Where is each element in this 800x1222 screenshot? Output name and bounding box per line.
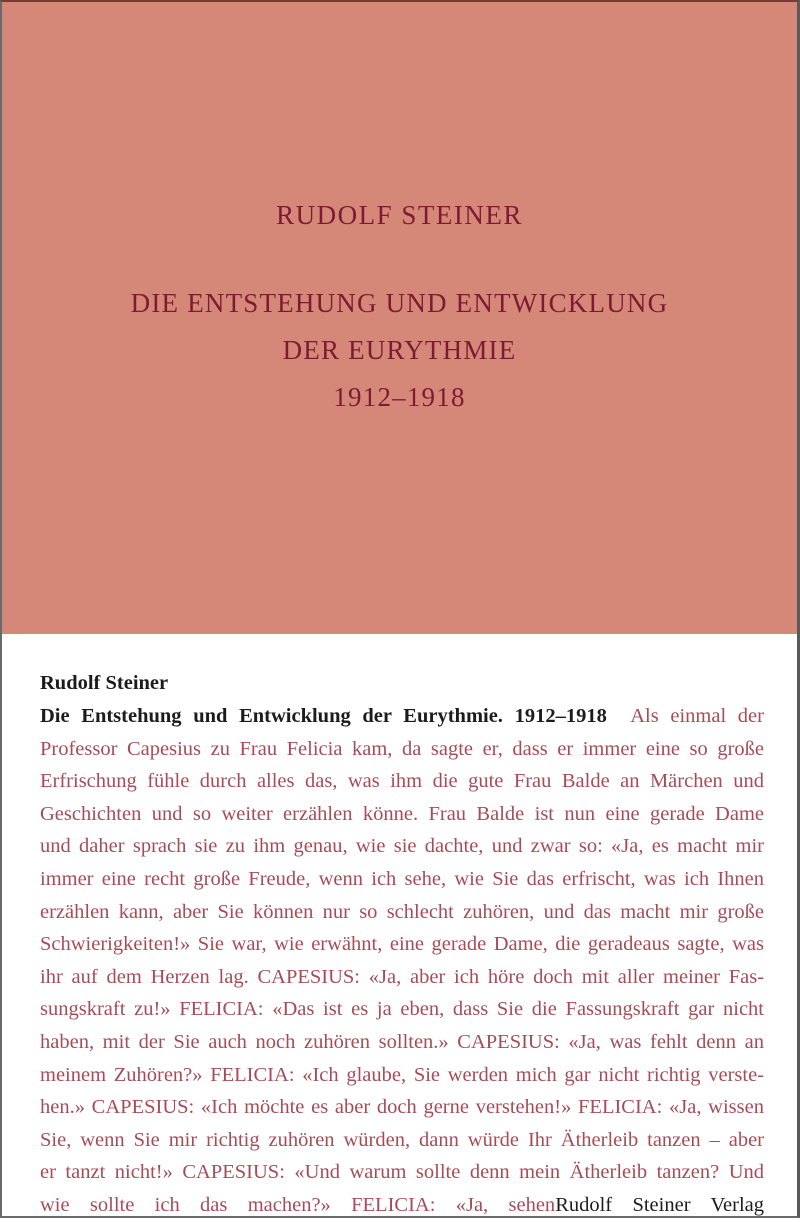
cover-color-panel: [2, 2, 797, 634]
blurb-line: meinem Zuhören?» FELICIA: «Ich glaube, Sie werden mich gar nicht richtig verste-: [40, 1063, 764, 1086]
cover-author: RUDOLF STEINER: [276, 200, 523, 230]
blurb-line: Professor Capesius zu Frau Felicia kam, da sagte er, dass er immer eine so große: [40, 737, 764, 760]
blurb-line: Erfrischung fühle durch alles das, was ihm die gute Frau Balde an Märchen und: [40, 770, 764, 793]
blurb-line: erzählen kann, aber Sie können nur so schlecht zuhören, und das macht mir große: [40, 900, 764, 923]
blurb-book-title: Die Entstehung und Entwicklung der Eurythmie. 1912–1918: [40, 705, 607, 727]
blurb-line: ihr auf dem Herzen lag. CAPESIUS: «Ja, aber ich höre doch mit aller meiner Fas-: [40, 965, 764, 988]
publisher: Rudolf Steiner Verlag: [555, 1193, 764, 1216]
blurb-line: Sie, wenn Sie mir richtig zuhören würden, dann würde Ihr Ätherleib tanzen – aber: [40, 1128, 764, 1151]
blurb-line: sungskraft zu!» FELICIA: «Das ist es ja eben, dass Sie die Fassungskraft gar nicht: [40, 998, 764, 1021]
blurb-line: er tanzt nicht!» CAPESIUS: «Und warum sollte denn mein Ätherleib tanzen? Und: [40, 1161, 764, 1184]
cover-title-line: DIE ENTSTEHUNG UND ENTWICKLUNG: [130, 288, 669, 318]
cover-title-line: DER EURYTHMIE: [282, 335, 517, 365]
blurb-author: Rudolf Steiner: [40, 672, 169, 694]
cover-title-date: 1912–1918: [333, 382, 466, 412]
blurb-line: Die Entstehung und Entwicklung der Eurythmie. 1912–1918 Als einmal der: [40, 705, 764, 727]
blurb-line: hen.» CAPESIUS: «Ich möchte es aber doch gerne verstehen!» FELICIA: «Ja, wissen: [40, 1096, 764, 1119]
cover-title: [2, 280, 797, 421]
blurb-text: [40, 700, 764, 1222]
blurb-line: immer eine recht große Freude, wenn ich sehe, wie Sie das erfrischt, was ich Ihnen: [40, 867, 764, 890]
blurb-line: wie sollte ich das machen?» FELICIA: «Ja, sehenRudolf Steiner Verlag: [40, 1193, 764, 1216]
blurb-panel: [40, 667, 764, 1222]
blurb-line: Schwierigkeiten!» Sie war, wie erwähnt, eine gerade Dame, die geradeaus sagte, was: [40, 933, 764, 956]
blurb-line: haben, mit der Sie auch noch zuhören sollten.» CAPESIUS: «Ja, was fehlt denn an: [40, 1030, 764, 1053]
blurb-line: Geschichten und so weiter erzählen könne. Frau Balde ist nun eine gerade Dame: [40, 802, 764, 825]
blurb-line: und daher sprach sie zu ihm genau, wie sie dachte, und zwar so: «Ja, es macht mir: [40, 835, 764, 858]
